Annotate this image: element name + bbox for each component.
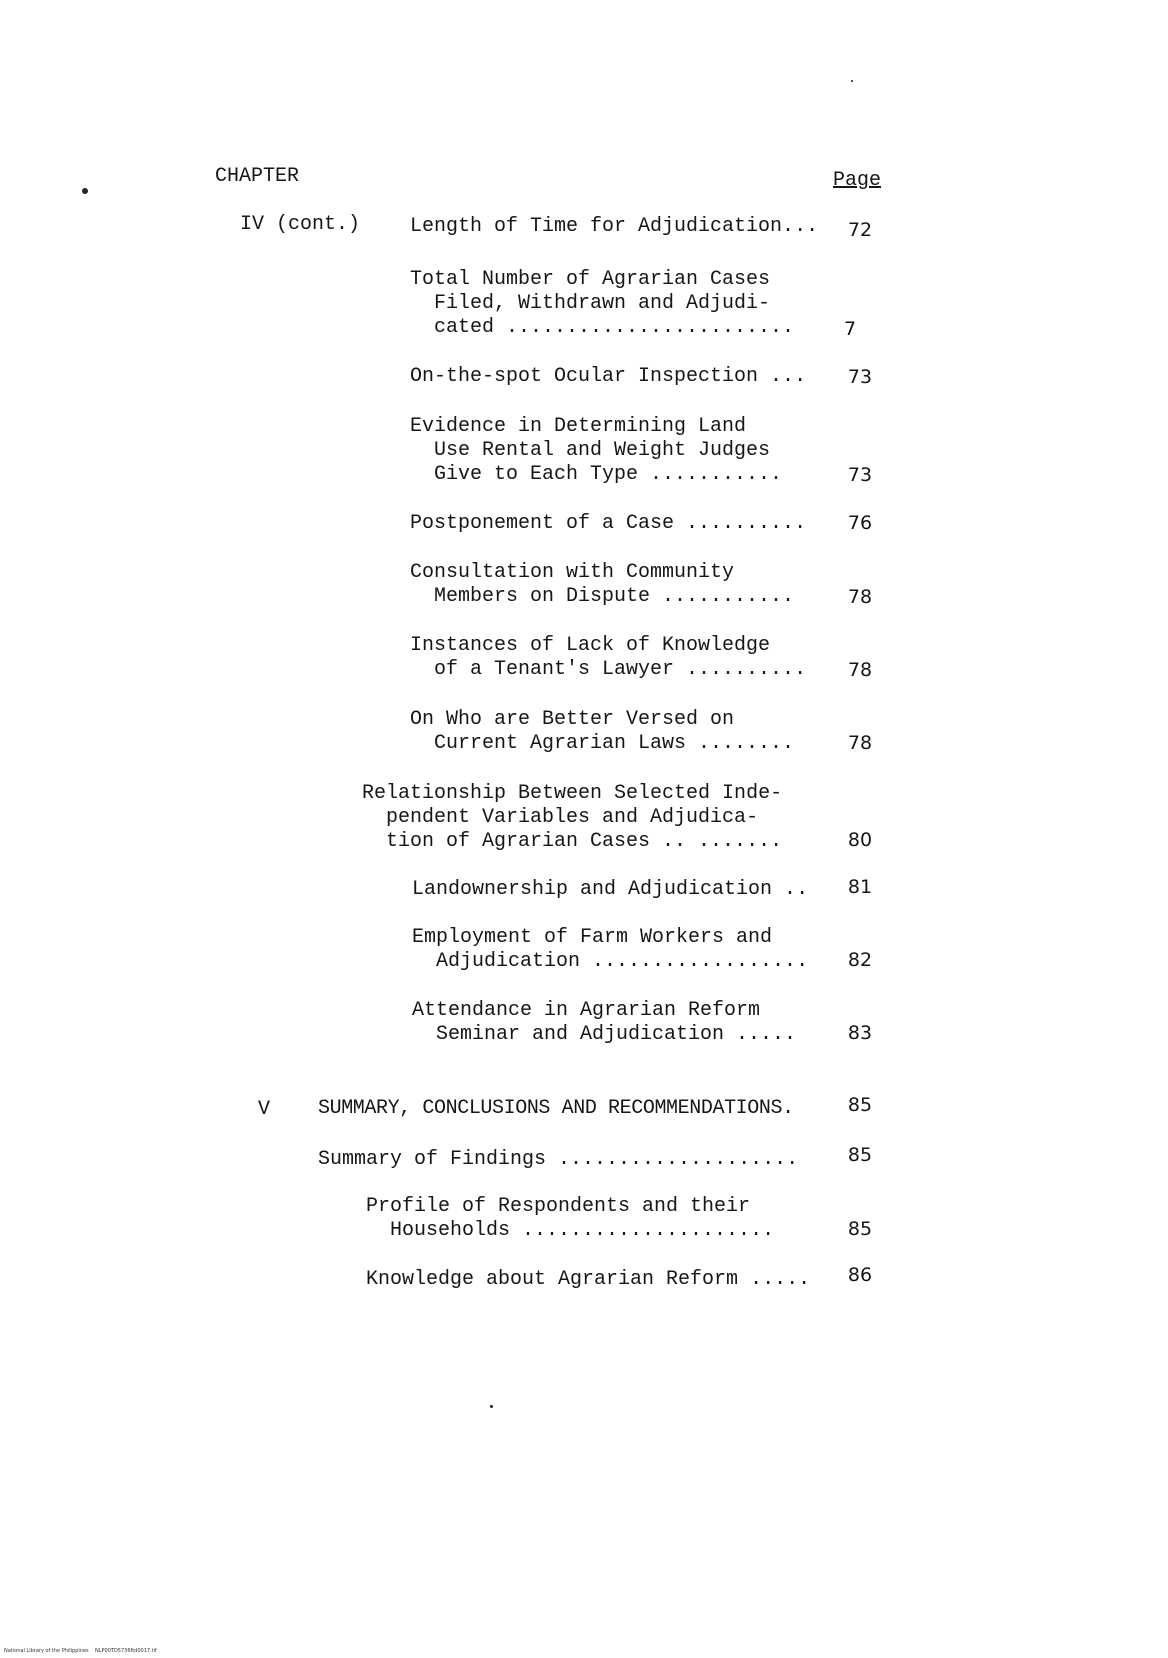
toc-page-number: 73 bbox=[847, 464, 873, 486]
bullet-mark bbox=[82, 188, 88, 194]
toc-entry-line: Members on Dispute ........... bbox=[410, 585, 795, 608]
toc-entry-line: Instances of Lack of Knowledge bbox=[410, 634, 771, 657]
toc-entry-line: Postponement of a Case .......... bbox=[410, 512, 807, 535]
page-column-heading: Page bbox=[833, 169, 882, 192]
toc-page-number: 85 bbox=[847, 1094, 873, 1116]
toc-page-number: 78 bbox=[847, 659, 873, 681]
toc-entry-line: Consultation with Community bbox=[410, 561, 735, 584]
toc-entry-line: Evidence in Determining Land bbox=[410, 415, 747, 438]
toc-entry-line: pendent Variables and Adjudica- bbox=[362, 806, 759, 829]
toc-entry-line: cated ........................ bbox=[410, 316, 795, 339]
toc-entry-line: Households ..................... bbox=[366, 1219, 775, 1242]
toc-entry-line: Employment of Farm Workers and bbox=[412, 926, 773, 949]
toc-page-number: 78 bbox=[847, 586, 873, 608]
toc-page-number: 86 bbox=[847, 1264, 873, 1286]
toc-entry-line: Give to Each Type ........... bbox=[410, 463, 783, 486]
toc-entry-line: Length of Time for Adjudication... bbox=[410, 215, 819, 238]
toc-entry-line: On Who are Better Versed on bbox=[410, 708, 735, 731]
toc-entry-line: Attendance in Agrarian Reform bbox=[412, 999, 761, 1022]
scan-speck bbox=[851, 80, 853, 82]
toc-entry-line: Knowledge about Agrarian Reform ..... bbox=[366, 1268, 811, 1291]
toc-entry-line: of a Tenant's Lawyer .......... bbox=[410, 658, 807, 681]
toc-entry-line: On-the-spot Ocular Inspection ... bbox=[410, 365, 807, 388]
toc-page-number: 72 bbox=[847, 219, 873, 241]
scan-speck bbox=[490, 1405, 493, 1408]
toc-entry-line: Use Rental and Weight Judges bbox=[410, 439, 771, 462]
toc-page-number: 83 bbox=[847, 1022, 873, 1044]
chapter-number: V bbox=[258, 1098, 271, 1121]
chapter-column-heading: CHAPTER bbox=[215, 165, 300, 188]
toc-entry-line: Adjudication .................. bbox=[412, 950, 809, 973]
toc-entry-line: Relationship Between Selected Inde- bbox=[362, 782, 783, 805]
toc-page-number: 85 bbox=[847, 1144, 873, 1166]
toc-entry-line: Seminar and Adjudication ..... bbox=[412, 1023, 797, 1046]
toc-entry-line: tion of Agrarian Cases .. ....... bbox=[362, 830, 783, 853]
toc-entry-line: Filed, Withdrawn and Adjudi- bbox=[410, 292, 771, 315]
toc-page-number: 80 bbox=[847, 829, 873, 851]
toc-entry-line: Total Number of Agrarian Cases bbox=[410, 268, 771, 291]
chapter-number: IV (cont.) bbox=[240, 213, 361, 236]
toc-entry-line: Landownership and Adjudication .. bbox=[412, 878, 809, 901]
toc-page-number: 76 bbox=[847, 512, 873, 534]
toc-page-number: 73 bbox=[847, 366, 873, 388]
toc-entry-line: Summary of Findings .................... bbox=[318, 1148, 799, 1171]
toc-page-number: 81 bbox=[847, 876, 873, 898]
toc-page-number: 82 bbox=[847, 949, 873, 971]
scan-footer-caption: National Library of the Philippines NLP00TD5736ftd0017.tif bbox=[4, 1648, 157, 1654]
toc-page-number: 7 bbox=[843, 318, 857, 340]
toc-entry-line: SUMMARY, CONCLUSIONS AND RECOMMENDATIONS. bbox=[318, 1097, 794, 1120]
toc-page-number: 78 bbox=[847, 732, 873, 754]
toc-entry-line: Profile of Respondents and their bbox=[366, 1195, 751, 1218]
toc-page-number: 85 bbox=[847, 1218, 873, 1240]
toc-entry-line: Current Agrarian Laws ........ bbox=[410, 732, 795, 755]
